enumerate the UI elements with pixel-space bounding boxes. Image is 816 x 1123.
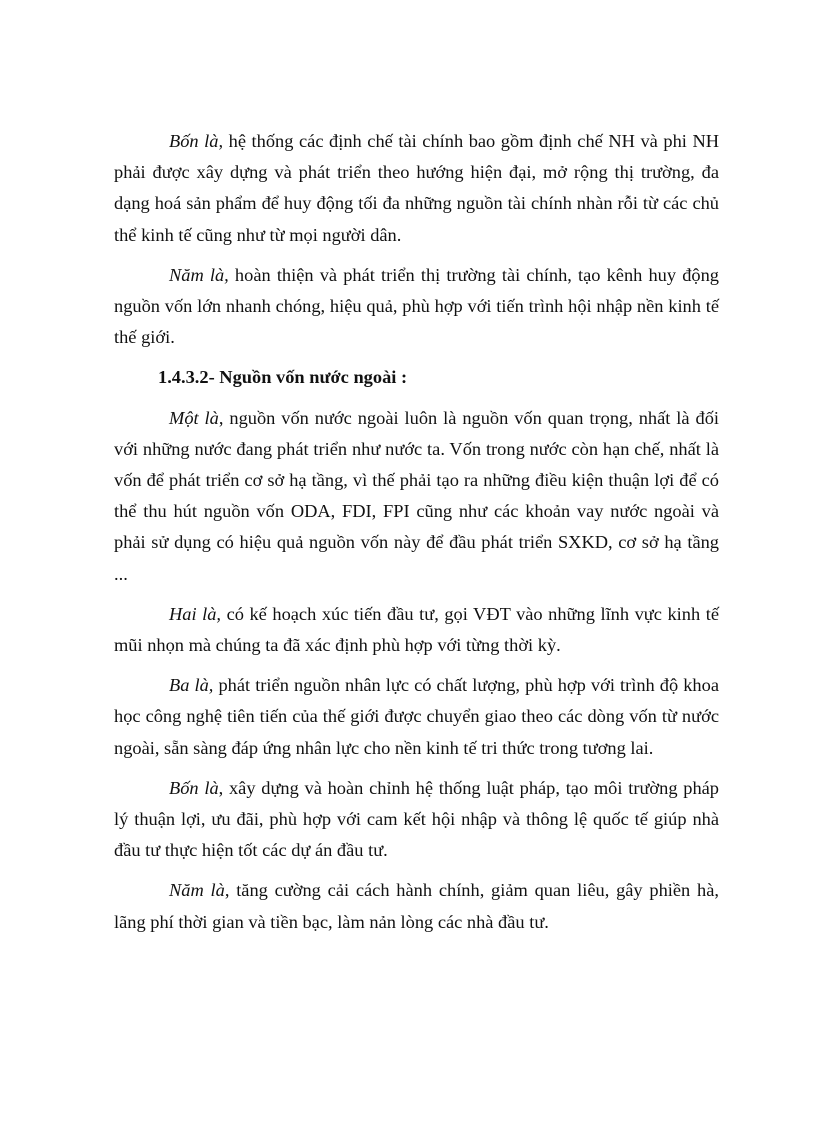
paragraph-lead: Một là: [169, 407, 219, 428]
paragraph-bon-la-law: [114, 773, 719, 867]
paragraph-lead: Bốn là,: [169, 131, 224, 151]
paragraph-text: , xây dựng và hoàn chỉnh hệ thống luật pháp, tạo môi trường pháp lý thuận lợi, ưu đãi, phù hợp với cam kết hội nhập và thông lệ quốc tế giúp nhà đầu tư thực hiện tốt các dự án đầu tư.: [114, 777, 719, 861]
paragraph-text: hoàn thiện và phát triển thị trường tài chính, tạo kênh huy động nguồn vốn lớn nhanh chóng, hiệu quả, phù hợp với tiến trình hội nhập nền kinh tế thế giới.: [114, 264, 719, 348]
paragraph-mot-la: [114, 403, 719, 590]
paragraph-lead: Bốn là: [169, 777, 219, 798]
paragraph-text: , tăng cường cải cách hành chính, giảm quan liêu, gây phiền hà, lãng phí thời gian và tiền bạc, làm nản lòng các nhà đầu tư.: [114, 880, 719, 932]
paragraph-nam-la-market: [114, 260, 719, 354]
paragraph-text: , nguồn vốn nước ngoài luôn là nguồn vốn quan trọng, nhất là đối với những nước đang phát triển như nước ta. Vốn trong nước còn hạn chế, nhất là vốn để phát triển cơ sở hạ tầng, vì thế phải tạo ra những điều kiện thuận lợi để có thể thu hút nguồn vốn ODA, FDI, FPI cũng như các khoản vay nước ngoài và phải sử dụng có hiệu quả nguồn vốn này để đầu phát triển SXKD, cơ sở hạ tầng ...: [114, 407, 719, 584]
paragraph-hai-la: [114, 599, 719, 661]
paragraph-lead: Ba là,: [169, 675, 214, 696]
paragraph-text: phát triển nguồn nhân lực có chất lượng, phù hợp với trình độ khoa học công nghệ tiên tiến của thế giới được chuyển giao theo các dòng vốn từ nước ngoài, sẵn sàng đáp ứng nhân lực cho nền kinh tế tri thức trong tương lai.: [114, 675, 719, 758]
paragraph-bon-la-finance: [114, 126, 719, 251]
paragraph-lead: Hai là,: [169, 603, 222, 624]
paragraph-lead: Năm là: [169, 880, 225, 901]
paragraph-text: hệ thống các định chế tài chính bao gồm định chế NH và phi NH phải được xây dựng và phát triển theo hướng hiện đại, mở rộng thị trường, đa dạng hoá sản phẩm để huy động tối đa những nguồn tài chính nhàn rỗi từ các chủ thể kinh tế cũng như từ mọi người dân.: [114, 131, 720, 245]
paragraph-nam-la-admin: [114, 875, 719, 937]
paragraph-ba-la: [114, 670, 719, 764]
paragraph-text: có kế hoạch xúc tiến đầu tư, gọi VĐT vào những lĩnh vực kinh tế mũi nhọn mà chúng ta đã xác định phù hợp với từng thời kỳ.: [114, 603, 719, 656]
paragraph-lead: Năm là,: [169, 264, 229, 285]
section-heading: 1.4.3.2- Nguồn vốn nước ngoài :: [158, 367, 408, 388]
document-body: [114, 126, 719, 947]
